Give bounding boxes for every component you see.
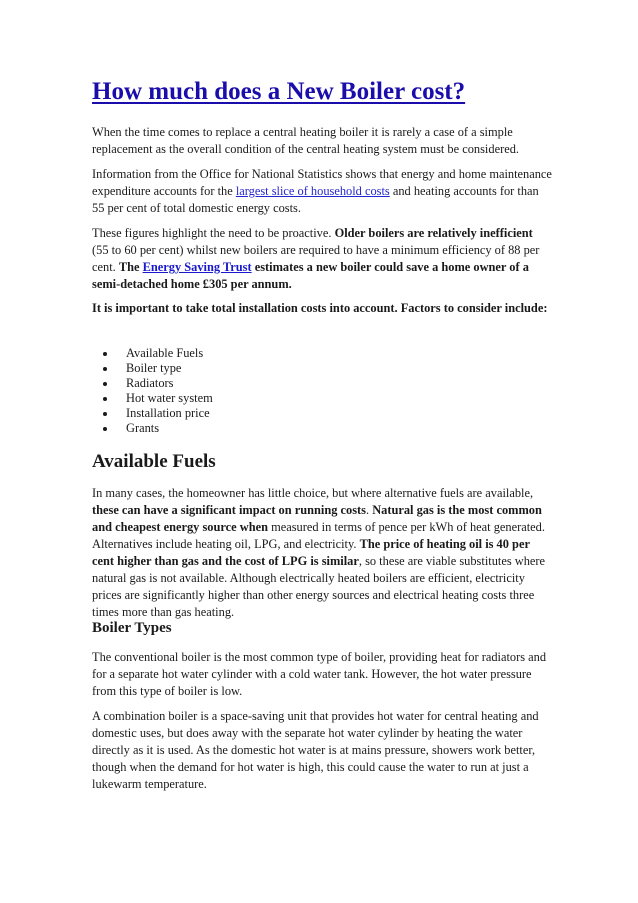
list-item: Installation price xyxy=(92,406,552,421)
conventional-boiler-paragraph: The conventional boiler is the most common type of boiler, providing heat for radiators and for a separate hot water cylinder with a cold water tank. However, the hot water pressure from this type of boiler is low. xyxy=(92,650,547,698)
available-fuels-paragraph: In many cases, the homeowner has little choice, but where alternative fuels are available, these can have a significant impact on running costs. Natural gas is the most common and cheapest energy source when measured in terms of pence per kWh of heat generated. Alternatives include heating oil, LPG, and electricity. The price of heating oil is 40 per cent higher than gas and the cost of LPG is similar, so these are viable substitutes where natural gas is not available. Although electrically heated boilers are efficient, electricity prices are significantly higher than other energy sources and electrical heating costs three times more than gas heating. xyxy=(92,486,546,619)
list-item: Radiators xyxy=(92,376,552,391)
list-item: Grants xyxy=(92,421,552,436)
older-boilers-emphasis: Older boilers are relatively inefficient xyxy=(334,226,533,240)
combination-boiler-paragraph: A combination boiler is a space-saving unit that provides hot water for central heating and domestic uses, but does away with the separate hot water cylinder by heating the water directly as it is used. As the domestic hot water is at mains pressure, showers work better, though when the demand for hot water is high, this could cause the water to run at just a lukewarm temperature. xyxy=(92,709,539,791)
factors-intro: It is important to take total installation costs into account. Factors to consider include: xyxy=(92,301,548,315)
list-item: Hot water system xyxy=(92,391,552,406)
efficiency-paragraph: These figures highlight the need to be proactive. Older boilers are relatively inefficient (55 to 60 per cent) whilst new boilers are required to have a minimum efficiency of 88 per cent. The Energy Saving Trust estimates a new boiler could save a home owner of a semi-detached home £305 per annum. xyxy=(92,226,540,291)
factors-list xyxy=(92,346,552,436)
energy-saving-trust-link[interactable]: Energy Saving Trust xyxy=(142,260,252,274)
section-heading-available-fuels: Available Fuels xyxy=(92,451,216,472)
section-heading-boiler-types: Boiler Types xyxy=(92,620,172,636)
household-costs-link[interactable]: largest slice of household costs xyxy=(235,184,390,198)
intro-paragraph: When the time comes to replace a central heating boiler it is rarely a case of a simple replacement as the overall condition of the central heating system must be considered. xyxy=(92,125,519,156)
page-title: How much does a New Boiler cost? xyxy=(92,78,466,105)
list-item: Available Fuels xyxy=(92,346,552,361)
list-item: Boiler type xyxy=(92,361,552,376)
statistics-paragraph: Information from the Office for National Statistics shows that energy and home maintenance expenditure accounts for the largest slice of household costs and heating accounts for than 55 per cent of total domestic energy costs. xyxy=(92,167,552,215)
